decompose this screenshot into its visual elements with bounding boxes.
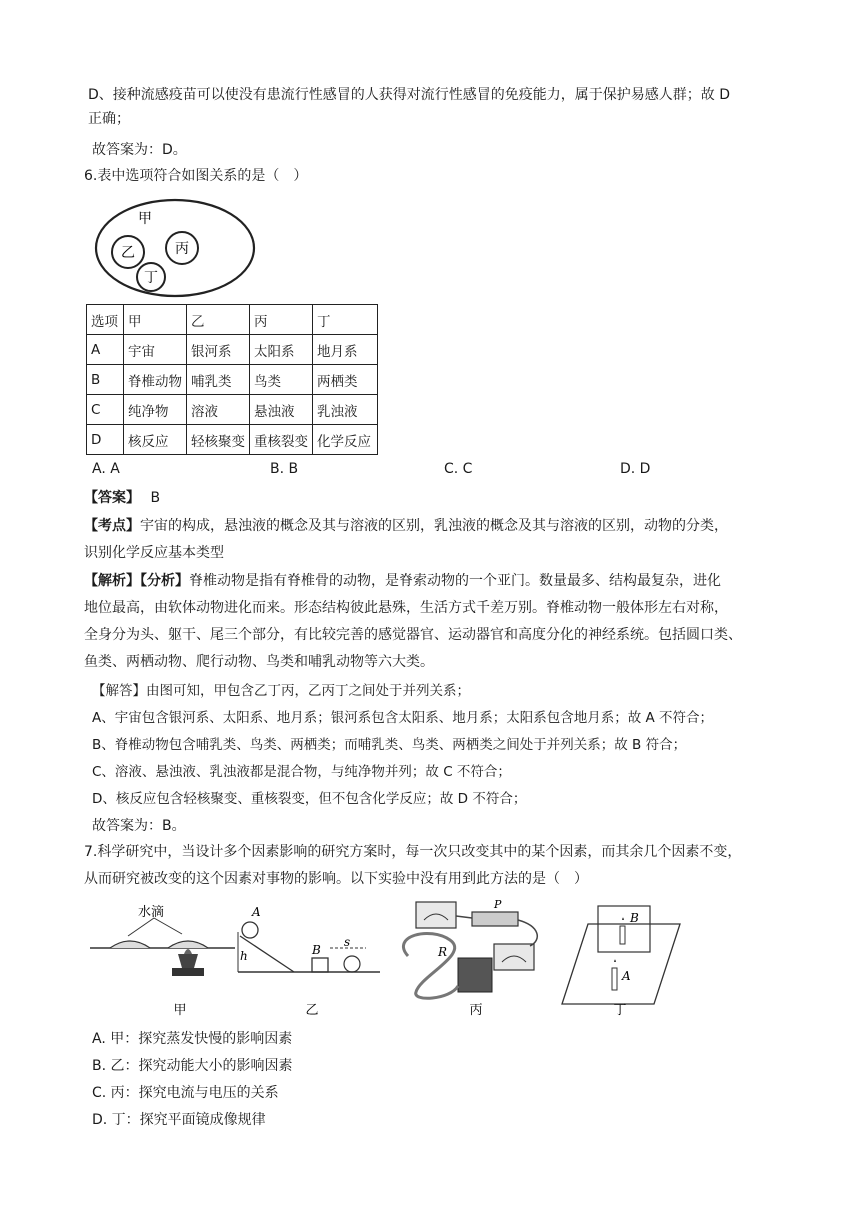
venn-label-ding: 丁 bbox=[144, 270, 158, 286]
table-cell: A bbox=[87, 335, 124, 365]
letter-s: s bbox=[344, 935, 351, 949]
q7-option-d[interactable]: D. 丁：探究平面镜成像规律 bbox=[92, 1112, 266, 1128]
table-cell: 地月系 bbox=[313, 335, 378, 365]
q7-option-a[interactable]: A. 甲：探究蒸发快慢的影响因素 bbox=[92, 1031, 293, 1047]
q6-kaodian-line1 bbox=[84, 515, 774, 537]
table-header-cell: 丁 bbox=[313, 305, 378, 335]
q6-option-a[interactable]: A. A bbox=[92, 461, 120, 477]
q6-options-table bbox=[86, 304, 378, 455]
figure-bing bbox=[403, 898, 537, 1018]
figure-label-yi: 乙 bbox=[305, 1003, 319, 1018]
table-cell: 鸟类 bbox=[250, 365, 313, 395]
letter-b: B bbox=[312, 943, 321, 957]
table-cell: 轻核聚变 bbox=[187, 425, 250, 455]
table-header-cell: 甲 bbox=[124, 305, 187, 335]
q6-venn-diagram bbox=[92, 196, 262, 300]
letter-h: h bbox=[240, 949, 248, 963]
table-cell: 银河系 bbox=[187, 335, 250, 365]
table-row bbox=[87, 395, 378, 425]
q6-solution-d: D、核反应包含轻核聚变、重核裂变，但不包含化学反应；故 D 不符合； bbox=[92, 791, 527, 807]
q6-answer-line bbox=[84, 487, 774, 509]
solution-intro-text: 由图可知，甲包含乙丁丙，乙丙丁之间处于并列关系； bbox=[146, 683, 470, 699]
kaodian-text-1: 宇宙的构成，悬浊液的概念及其与溶液的区别，乳浊液的概念及其与溶液的区别，动物的分类， bbox=[140, 518, 728, 534]
table-row bbox=[87, 335, 378, 365]
table-header-row bbox=[87, 305, 378, 335]
figure-label-jia: 甲 bbox=[173, 1003, 187, 1018]
figure-yi bbox=[238, 905, 380, 1018]
q6-analysis-line2: 地位最高，由软体动物进化而来。形态结构彼此悬殊，生活方式千差万别。脊椎动物一般体形左右对称， bbox=[84, 600, 728, 616]
table-header-cell: 选项 bbox=[87, 305, 124, 335]
q6-option-b[interactable]: B. B bbox=[270, 461, 299, 477]
figure-label-ding: 丁 bbox=[613, 1003, 627, 1018]
venn-label-bing: 丙 bbox=[175, 241, 189, 257]
q7-option-b[interactable]: B. 乙：探究动能大小的影响因素 bbox=[92, 1058, 293, 1074]
q6-solution-b: B、脊椎动物包含哺乳类、鸟类、两栖类；而哺乳类、鸟类、两栖类之间处于并列关系；故 B 符合； bbox=[92, 737, 687, 753]
kaodian-label: 【考点】 bbox=[84, 518, 140, 534]
table-cell: C bbox=[87, 395, 124, 425]
q6-analysis-line4: 鱼类、两栖动物、爬行动物、鸟类和哺乳动物等六大类。 bbox=[84, 654, 434, 670]
figure-ding bbox=[562, 906, 680, 1018]
q6-options bbox=[92, 461, 692, 483]
table-cell: B bbox=[87, 365, 124, 395]
q6-option-d[interactable]: D. D bbox=[620, 461, 651, 477]
figure-jia bbox=[90, 904, 235, 1018]
analysis-label: 【解析】【分析】 bbox=[84, 573, 189, 589]
letter-p: P bbox=[494, 898, 502, 911]
q6-solution-intro bbox=[92, 680, 782, 702]
table-header-cell: 乙 bbox=[187, 305, 250, 335]
mirror-letter-a: A bbox=[622, 969, 631, 983]
q6-analysis-line3: 全身分为头、躯干、尾三个部分，有比较完善的感觉器官、运动器官和高度分化的神经系统。包括圆口类、 bbox=[84, 627, 742, 643]
answer-label: 【答案】 bbox=[84, 490, 140, 506]
q6-final-answer: 故答案为：B。 bbox=[92, 818, 186, 834]
q6-analysis-line1 bbox=[84, 570, 774, 592]
table-cell: 宇宙 bbox=[124, 335, 187, 365]
q7-option-c[interactable]: C. 丙：探究电流与电压的关系 bbox=[92, 1085, 279, 1101]
q6-solution-c: C、溶液、悬浊液、乳浊液都是混合物，与纯净物并列；故 C 不符合； bbox=[92, 764, 511, 780]
q7-stem-line2: 从而研究被改变的这个因素对事物的影响。以下实验中没有用到此方法的是（ ） bbox=[84, 871, 588, 887]
table-cell: 纯净物 bbox=[124, 395, 187, 425]
mirror-letter-b: B bbox=[630, 911, 639, 925]
solution-label: 【解答】 bbox=[92, 683, 146, 699]
table-cell: 溶液 bbox=[187, 395, 250, 425]
figure-label-bing: 丙 bbox=[469, 1003, 483, 1018]
table-row bbox=[87, 425, 378, 455]
q5-answer: 故答案为：D。 bbox=[92, 142, 187, 158]
table-row bbox=[87, 365, 378, 395]
venn-label-jia: 甲 bbox=[138, 211, 152, 227]
table-cell: 乳浊液 bbox=[313, 395, 378, 425]
table-cell: 两栖类 bbox=[313, 365, 378, 395]
letter-a: A bbox=[252, 905, 261, 919]
table-cell: 重核裂变 bbox=[250, 425, 313, 455]
q5-option-d-line1: D、接种流感疫苗可以使没有患流行性感冒的人获得对流行性感冒的免疫能力，属于保护易感人群；故 D bbox=[88, 87, 731, 103]
table-cell: 悬浊液 bbox=[250, 395, 313, 425]
table-cell: 化学反应 bbox=[313, 425, 378, 455]
table-cell: 脊椎动物 bbox=[124, 365, 187, 395]
q5-option-d-line2: 正确； bbox=[88, 111, 130, 127]
venn-label-yi: 乙 bbox=[121, 245, 135, 261]
letter-r: R bbox=[438, 945, 448, 959]
q6-solution-a: A、宇宙包含银河系、太阳系、地月系；银河系包含太阳系、地月系；太阳系包含地月系；故 A 不符合； bbox=[92, 710, 714, 726]
table-cell: 核反应 bbox=[124, 425, 187, 455]
table-cell: 哺乳类 bbox=[187, 365, 250, 395]
table-header-cell: 丙 bbox=[250, 305, 313, 335]
answer-value: B bbox=[150, 490, 161, 506]
analysis-text-1: 脊椎动物是指有脊椎骨的动物，是脊索动物的一个亚门。数量最多、结构最复杂，进化 bbox=[189, 573, 721, 589]
q6-kaodian-line2: 识别化学反应基本类型 bbox=[84, 545, 224, 561]
water-drop-label: 水滴 bbox=[138, 905, 165, 920]
q7-experiment-figure bbox=[90, 896, 690, 1022]
q7-stem-line1: 7.科学研究中，当设计多个因素影响的研究方案时，每一次只改变其中的某个因素，而其余几个因素不变， bbox=[84, 844, 742, 860]
table-cell: D bbox=[87, 425, 124, 455]
q6-stem: 6.表中选项符合如图关系的是（ ） bbox=[84, 168, 308, 184]
q6-option-c[interactable]: C. C bbox=[444, 461, 473, 477]
table-cell: 太阳系 bbox=[250, 335, 313, 365]
